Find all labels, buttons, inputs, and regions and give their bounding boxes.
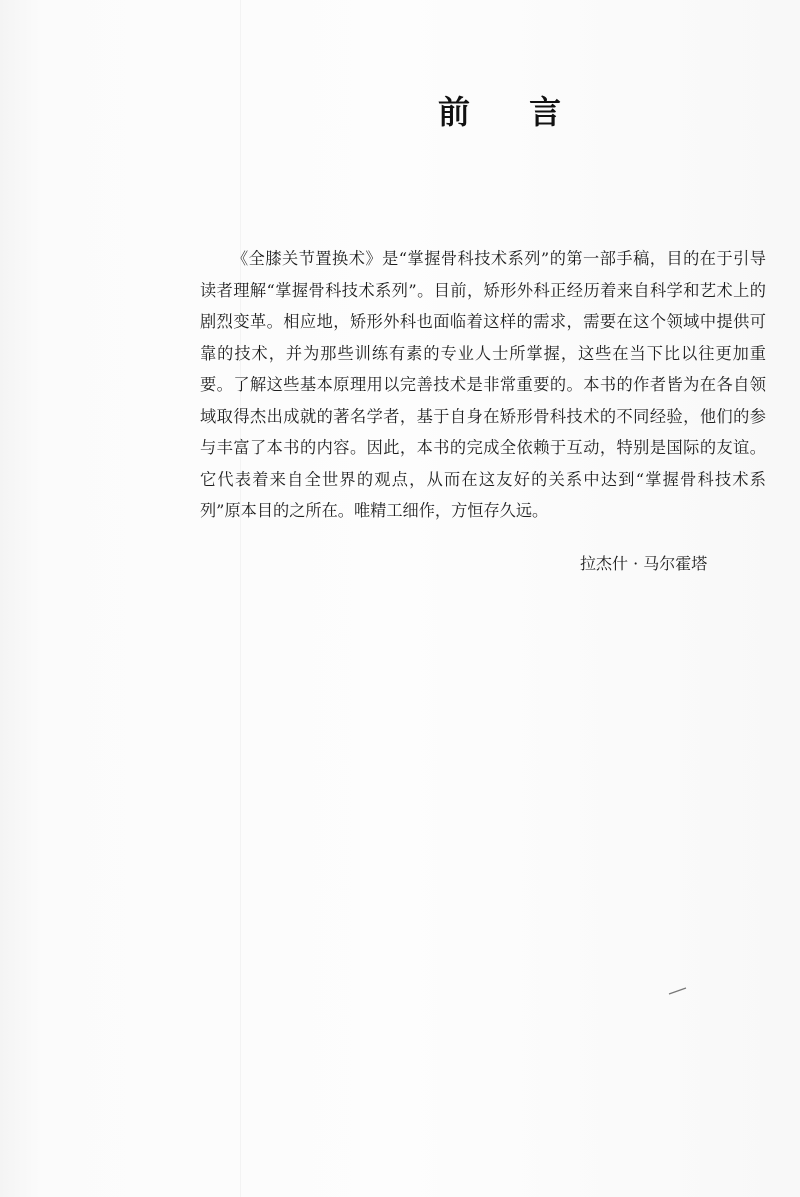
pen-mark: [668, 986, 688, 996]
author-signature: 拉杰什 · 马尔霍塔: [580, 554, 708, 573]
page-title: 前 言: [438, 93, 586, 131]
preface-paragraph: 《全膝关节置换术》是“掌握骨科技术系列”的第一部手稿，目的在于引导读者理解“掌握骨科技术系列”。目前，矫形外科正经历着来自科学和艺术上的剧烈变革。相应地，矫形外科也面临着这样的需求，需要在这个领域中提供可靠的技术，并为那些训练有素的专业人士所掌握，这些在当下比以往更加重要。了解这些基本原理用以完善技术是非常重要的。本书的作者皆为在各自领域取得杰出成就的著名学者，基于自身在矫形骨科技术的不同经验，他们的参与丰富了本书的内容。因此，本书的完成全依赖于互动，特别是国际的友谊。它代表着来自全世界的观点，从而在这友好的关系中达到“掌握骨科技术系列”原本目的之所在。唯精工细作，方恒存久远。: [200, 249, 766, 520]
page-shading: [240, 0, 241, 1197]
